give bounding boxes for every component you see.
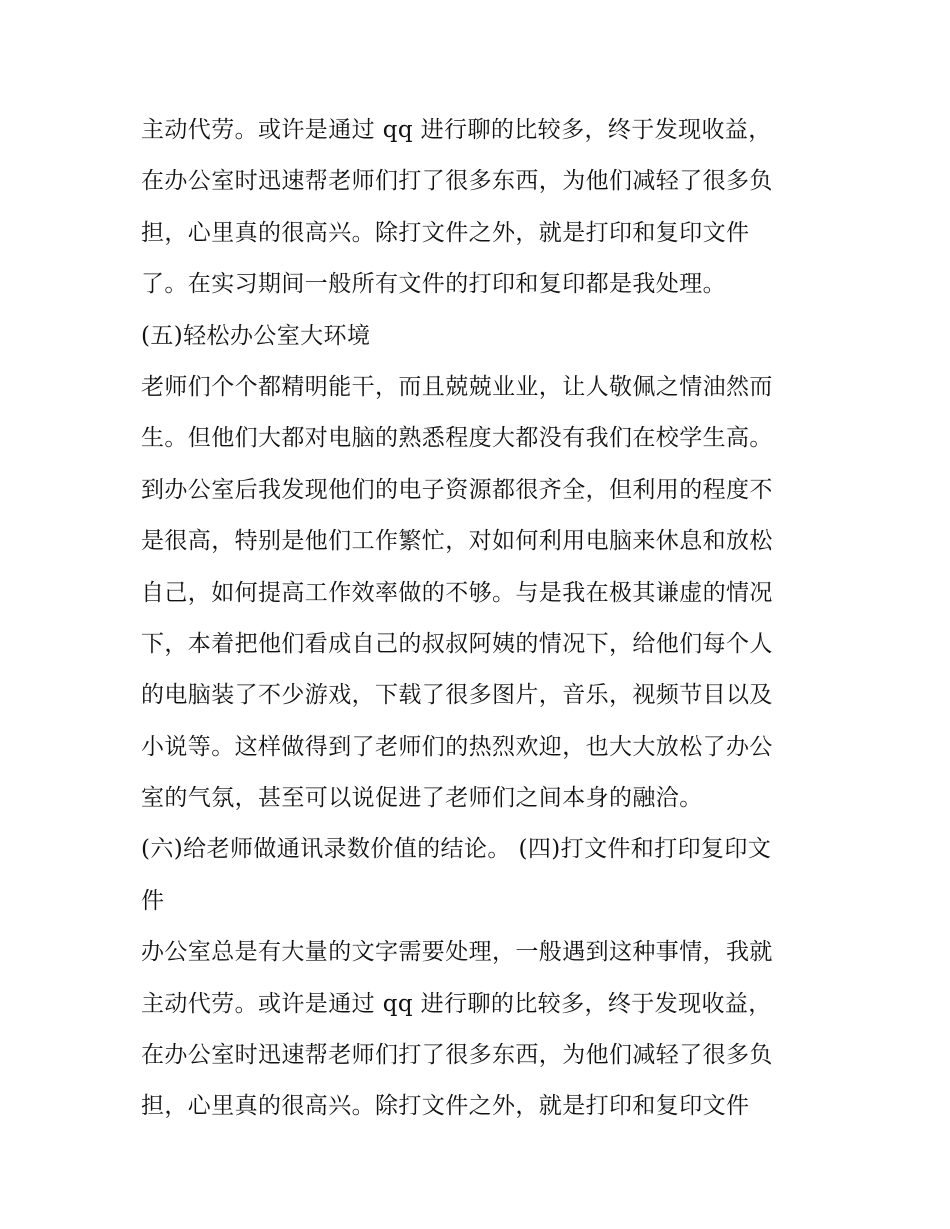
text-line-13: 小说等。这样做得到了老师们的热烈欢迎，也大大放松了办公 (141, 733, 773, 760)
text-line-11: 下，本着把他们看成自己的叔叔阿姨的情况下，给他们每个人 (141, 630, 773, 657)
text-line-6: 老师们个个都精明能干，而且兢兢业业，让人敬佩之情油然而 (141, 373, 773, 400)
text-line-18: 主动代劳。或许是通过 qq 进行聊的比较多，终于发现收益， (141, 990, 772, 1017)
text-line-19: 在办公室时迅速帮老师们打了很多东西，为他们减轻了很多负 (141, 1042, 773, 1069)
text-line-8: 到办公室后我发现他们的电子资源都很齐全，但利用的程度不 (141, 476, 773, 503)
text-line-16: 件 (141, 887, 165, 914)
text-line-17: 办公室总是有大量的文字需要处理，一般遇到这种事情，我就 (141, 939, 773, 966)
text-line-20: 担，心里真的很高兴。除打文件之外，就是打印和复印文件 (141, 1093, 750, 1120)
section-heading-5: (五)轻松办公室大环境 (141, 322, 371, 349)
text-line-7: 生。但他们大都对电脑的熟悉程度大都没有我们在校学生高。 (141, 425, 773, 452)
text-line-10: 自己，如何提高工作效率做的不够。与是我在极其谦虚的情况 (141, 579, 773, 606)
text-line-12: 的电脑装了不少游戏，下载了很多图片，音乐，视频节目以及 (141, 682, 773, 709)
text-line-2: 在办公室时迅速帮老师们打了很多东西，为他们减轻了很多负 (141, 168, 773, 195)
text-line-1: 主动代劳。或许是通过 qq 进行聊的比较多，终于发现收益， (141, 117, 772, 143)
section-heading-6: (六)给老师做通讯录数价值的结论。 (四)打文件和打印复印文 (141, 836, 772, 863)
text-line-4: 了。在实习期间一般所有文件的打印和复印都是我处理。 (141, 271, 726, 298)
text-line-3: 担，心里真的很高兴。除打文件之外，就是打印和复印文件 (141, 219, 750, 246)
text-line-14: 室的气氛，甚至可以说促进了老师们之间本身的融洽。 (141, 785, 703, 812)
document-body (141, 105, 821, 1133)
text-line-9: 是很高，特别是他们工作繁忙，对如何利用电脑来休息和放松 (141, 528, 773, 555)
